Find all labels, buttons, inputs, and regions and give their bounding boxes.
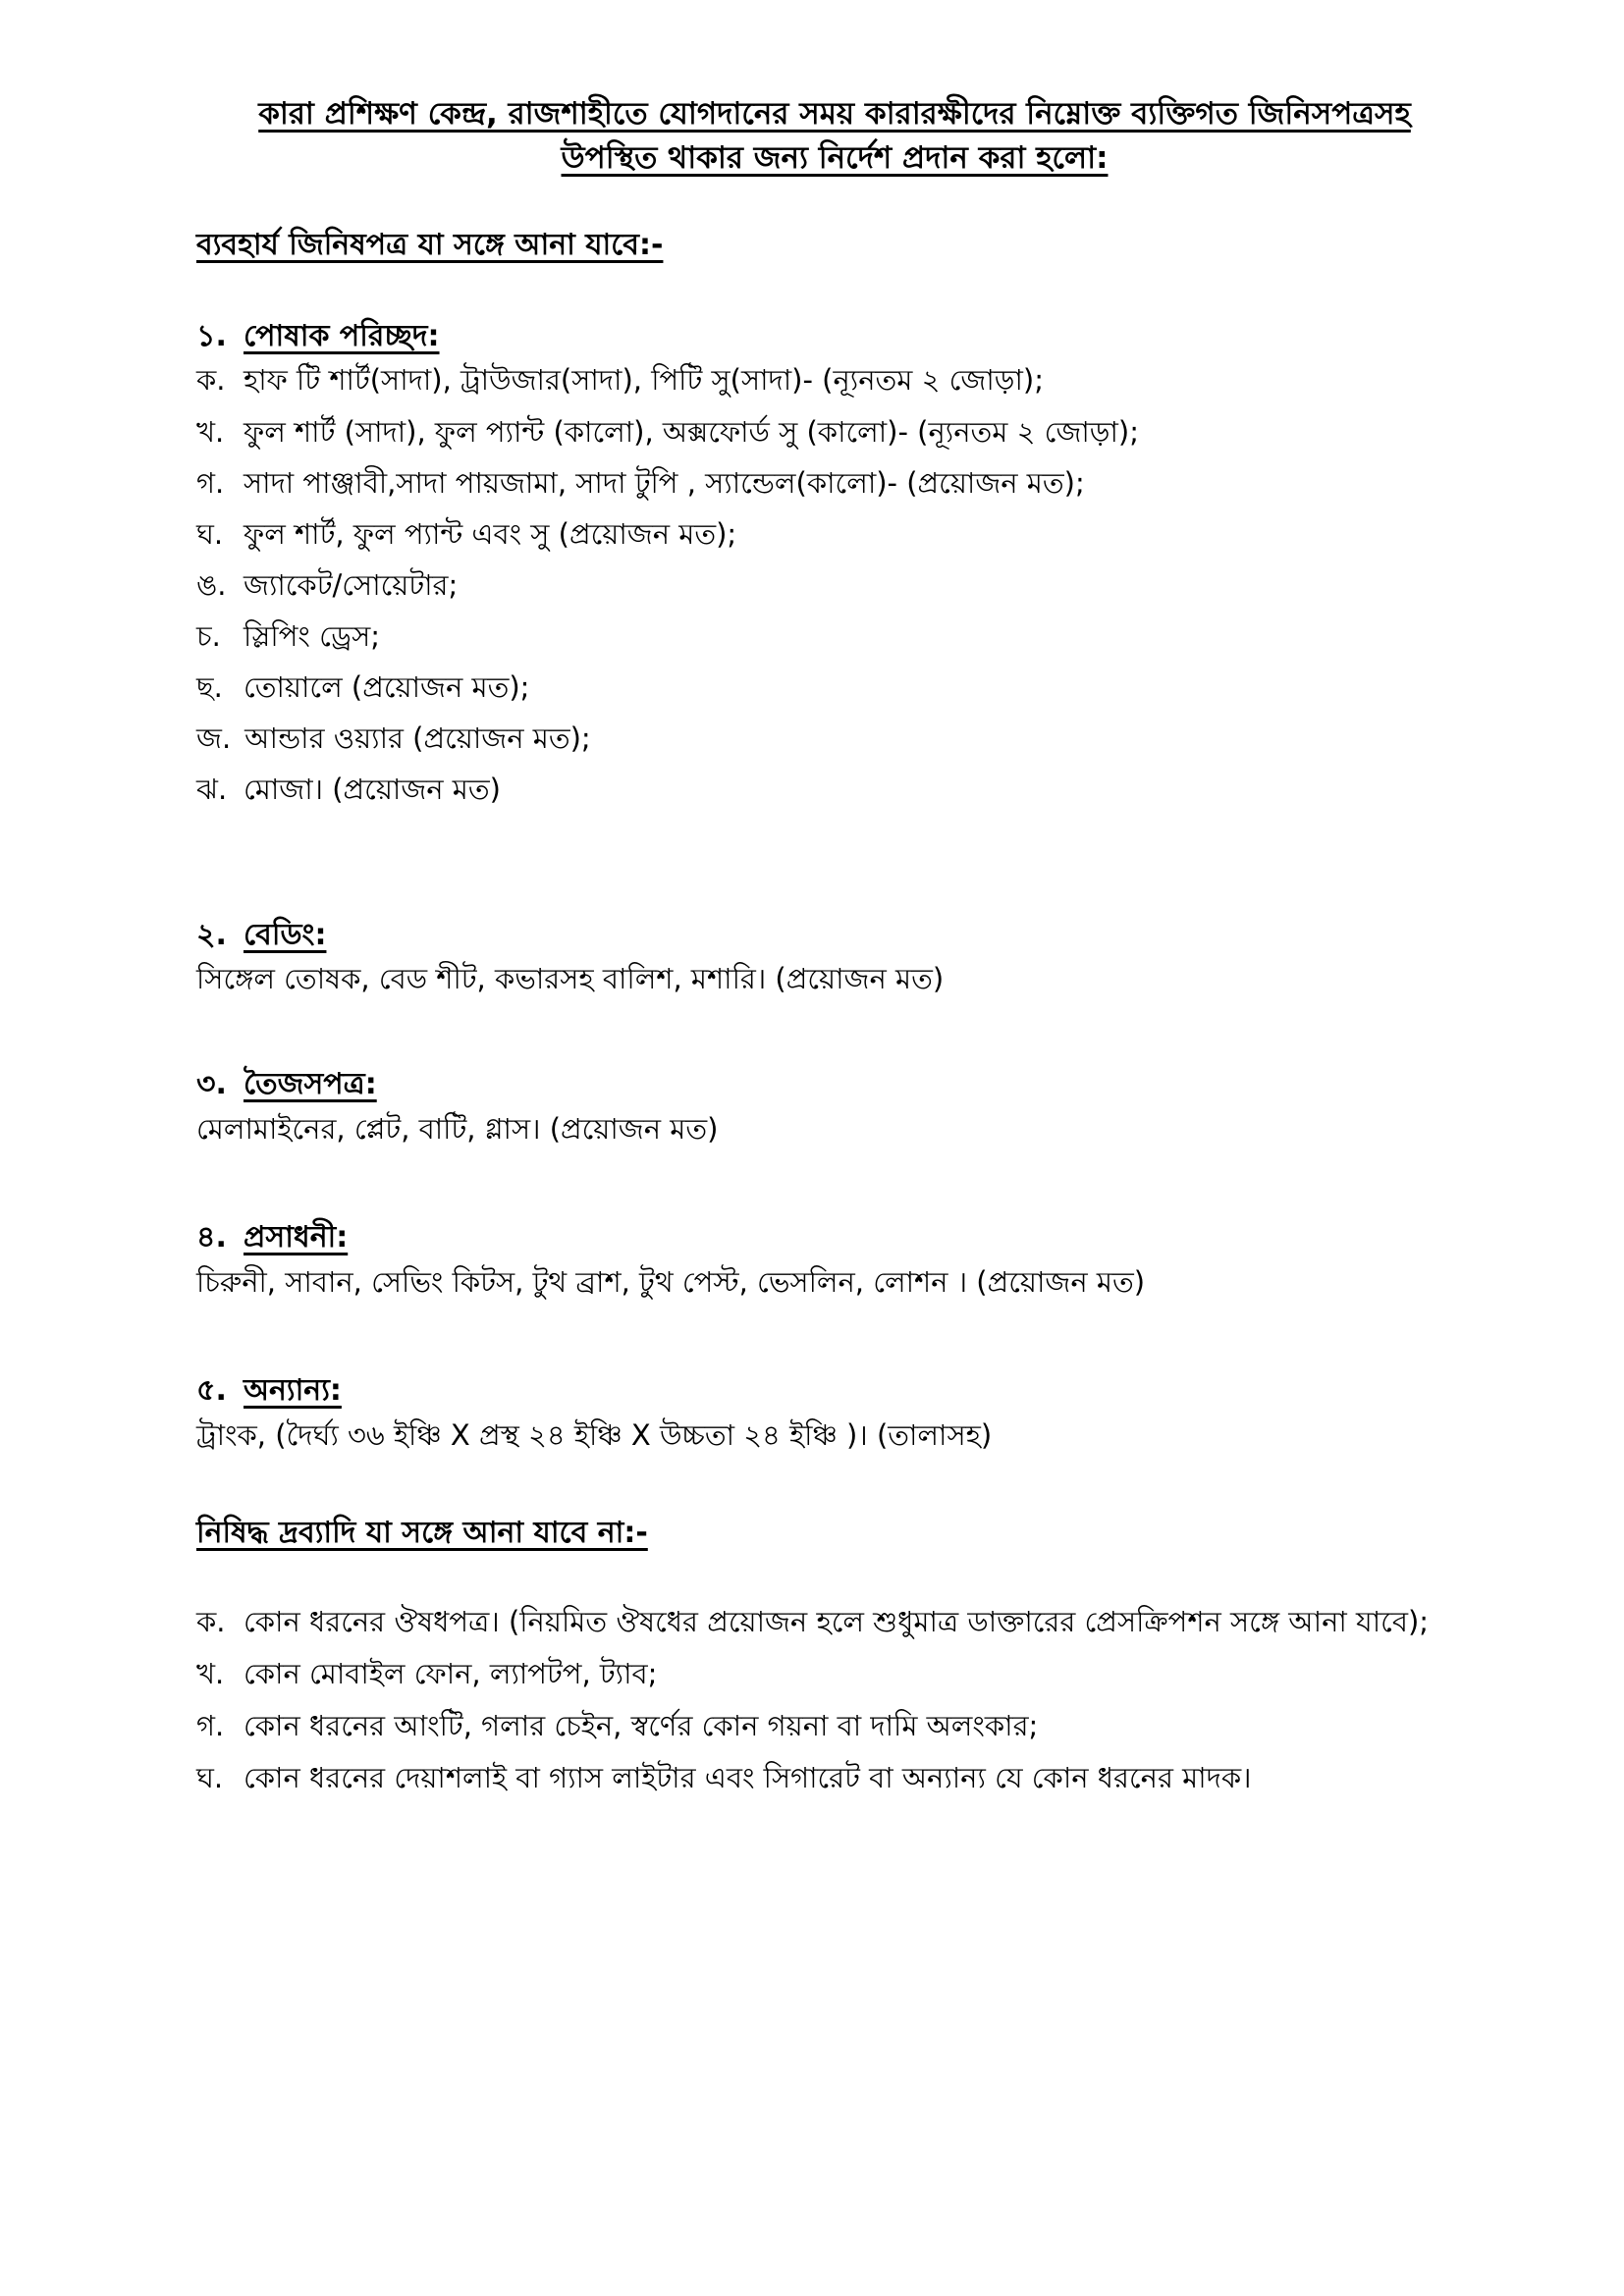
section-label: পোষাক পরিচ্ছদ: [244, 319, 440, 353]
item-text: স্লিপিং ড্রেস; [244, 619, 381, 653]
section-utensils-heading [196, 1060, 377, 1110]
clothing-item [196, 512, 736, 561]
other-text: ট্রাংক, (দৈর্ঘ্য ৩৬ ইঞ্চি X প্রস্থ ২৪ ইঞ্চি X উচ্চতা ২৪ ইঞ্চি )। (তালাসহ) [196, 1418, 993, 1452]
section-label: বেডিং: [244, 918, 327, 952]
item-text: আন্ডার ওয়্যার (প্রয়োজন মত); [244, 721, 591, 755]
section-number: ৫. [196, 1373, 227, 1408]
item-marker: ঘ. [196, 517, 224, 551]
item-marker: ঝ. [196, 773, 228, 806]
document-title-line-1: কারা প্রশিক্ষণ কেন্দ্র, রাজশাহীতে যোগদানের সময় কারারক্ষীদের নিম্নোক্ত ব্যক্তিগত জিনিসপত্রসহ [258, 96, 1411, 132]
section-other-heading [196, 1366, 342, 1416]
prohibited-item [196, 1600, 1429, 1648]
item-text: ফুল শার্ট (সাদা), ফুল প্যান্ট (কালো), অক্সফোর্ড সু (কালো)- (ন্যূনতম ২ জোড়া); [244, 415, 1139, 449]
allowed-items-heading: ব্যবহার্য জিনিষপত্র যা সঙ্গে আনা যাবে:- [196, 228, 664, 262]
clothing-item [196, 717, 591, 765]
section-number: ১. [196, 319, 227, 353]
item-text: ফুল শার্ট, ফুল প্যান্ট এবং সু (প্রয়োজন মত); [244, 517, 737, 551]
item-text: সাদা পাঞ্জাবী,সাদা পায়জামা, সাদা টুপি , স্যান্ডেল(কালো)- (প্রয়োজন মত); [244, 466, 1085, 500]
utensils-text: মেলামাইনের, প্লেট, বাটি, গ্লাস। (প্রয়োজন মত) [196, 1112, 719, 1146]
item-text: জ্যাকেট/সোয়েটার; [244, 568, 459, 602]
clothing-item [196, 614, 380, 663]
item-text: তোয়ালে (প্রয়োজন মত); [244, 670, 530, 704]
item-text: মোজা। (প্রয়োজন মত) [244, 773, 501, 806]
clothing-item [196, 563, 458, 612]
section-label: তৈজসপত্র: [244, 1067, 377, 1101]
item-marker: গ. [196, 1709, 225, 1742]
clothing-item [196, 461, 1085, 509]
prohibited-items-heading: নিষিদ্ধ দ্রব্যাদি যা সঙ্গে আনা যাবে না:- [196, 1516, 648, 1550]
section-toiletries-heading [196, 1213, 348, 1263]
item-marker: খ. [196, 1657, 225, 1690]
section-bedding-heading [196, 911, 326, 961]
clothing-item [196, 768, 501, 816]
item-text: কোন ধরনের দেয়াশলাই বা গ্যাস লাইটার এবং সিগারেট বা অন্যান্য যে কোন ধরনের মাদক। [244, 1761, 1252, 1794]
section-clothing-heading [196, 312, 440, 362]
item-text: কোন ধরনের ঔষধপত্র। (নিয়মিত ঔষধের প্রয়োজন হলে শুধুমাত্র ডাক্তারের প্রেসক্রিপশন সঙ্গে আনা যাবে); [244, 1605, 1430, 1638]
item-marker: ক. [196, 1605, 226, 1638]
section-number: ২. [196, 918, 227, 952]
item-marker: ঙ. [196, 568, 227, 602]
document-title-line-2: উপস্থিত থাকার জন্য নির্দেশ প্রদান করা হলো: [561, 140, 1109, 176]
item-marker: ছ. [196, 670, 223, 704]
toiletries-text: চিরুনী, সাবান, সেভিং কিটস, টুথ ব্রাশ, টুথ পেস্ট, ভেসলিন, লোশন । (প্রয়োজন মত) [196, 1265, 1146, 1299]
clothing-item [196, 666, 529, 714]
item-marker: খ. [196, 415, 225, 449]
item-text: হাফ টি শার্ট(সাদা), ট্রাউজার(সাদা), পিটি সু(সাদা)- (ন্যূনতম ২ জোড়া); [244, 363, 1044, 397]
prohibited-item [196, 1756, 1252, 1804]
item-marker: চ. [196, 619, 221, 653]
section-label: প্রসাধনী: [244, 1220, 349, 1255]
item-text: কোন ধরনের আংটি, গলার চেইন, স্বর্ণের কোন গয়না বা দামি অলংকার; [244, 1709, 1039, 1742]
section-number: ৩. [196, 1067, 227, 1101]
bedding-text: সিঙ্গেল তোষক, বেড শীট, কভারসহ বালিশ, মশারি। (প্রয়োজন মত) [196, 962, 945, 995]
item-marker: গ. [196, 466, 225, 500]
clothing-item [196, 358, 1044, 406]
prohibited-item [196, 1704, 1038, 1752]
item-text: কোন মোবাইল ফোন, ল্যাপটপ, ট্যাব; [244, 1657, 658, 1690]
clothing-item [196, 410, 1139, 458]
section-number: ৪. [196, 1220, 227, 1255]
item-marker: ক. [196, 363, 226, 397]
item-marker: জ. [196, 721, 232, 755]
prohibited-item [196, 1652, 657, 1700]
item-marker: ঘ. [196, 1761, 224, 1794]
section-label: অন্যান্য: [244, 1373, 342, 1408]
